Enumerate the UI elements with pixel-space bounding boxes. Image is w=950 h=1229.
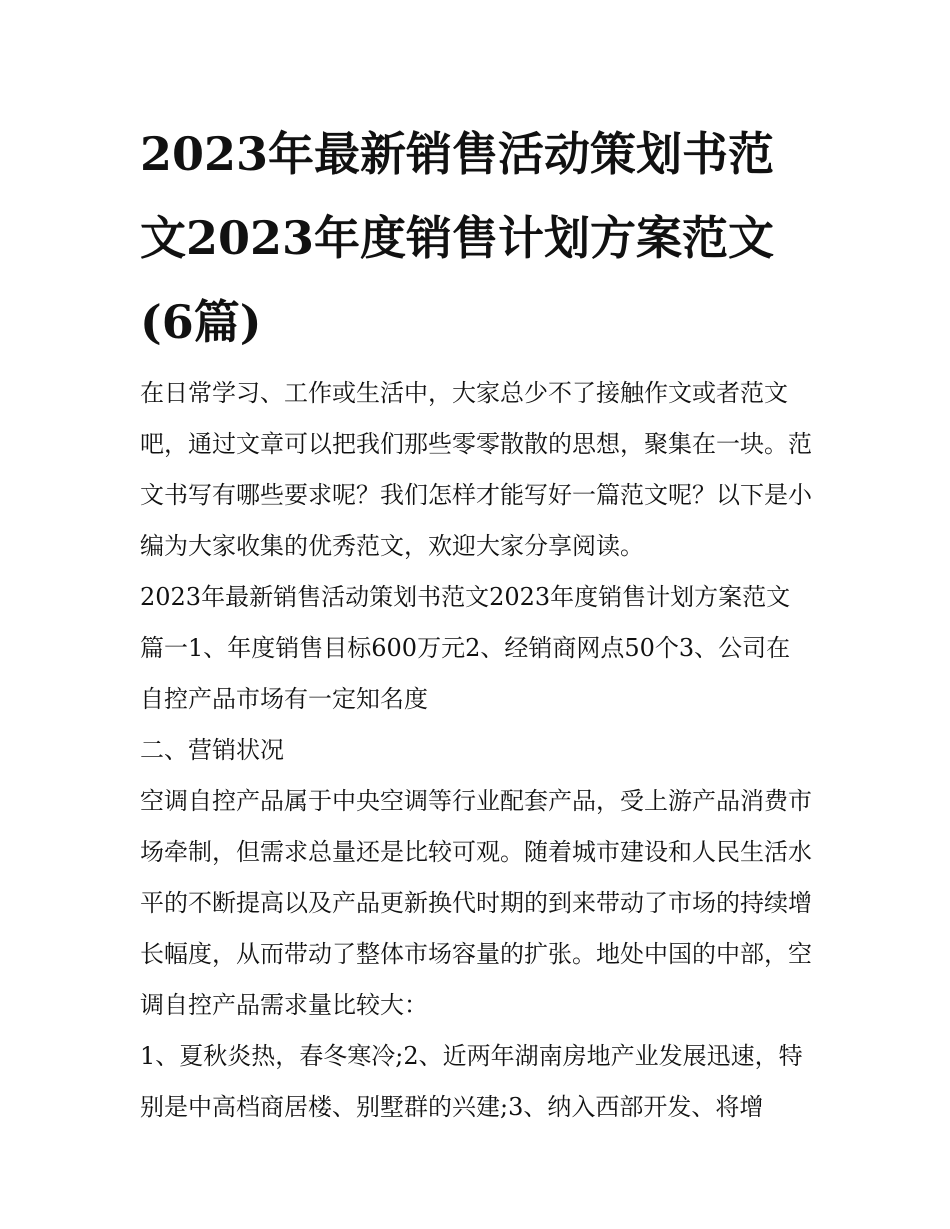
intro-paragraph: 在日常学习、工作或生活中，大家总少不了接触作文或者范文吧，通过文章可以把我们那些零零散散的思想，聚集在一块。范文书写有哪些要求呢？我们怎样才能写好一篇范文呢？以下是小编为大家收集的优秀范文，欢迎大家分享阅读。: [140, 379, 812, 560]
sales-target-paragraph: 2023年最新销售活动策划书范文2023年度销售计划方案范文篇一1、年度销售目标600万元2、经销商网点50个3、公司在自控产品市场有一定知名度: [140, 583, 791, 713]
section-heading-marketing-status: 二、营销状况: [140, 736, 284, 764]
document-title: 2023年最新销售活动策划书范文2023年度销售计划方案范文(6篇): [140, 127, 775, 349]
document-body: [140, 112, 812, 1133]
market-factors-paragraph: 1、夏秋炎热，春冬寒冷;2、近两年湖南房地产业发展迅速，特别是中高档商居楼、别墅群的兴建;3、纳入西部开发、将增: [140, 1042, 803, 1121]
market-analysis-paragraph: 空调自控产品属于中央空调等行业配套产品，受上游产品消费市场牵制，但需求总量还是比较可观。随着城市建设和人民生活水平的不断提高以及产品更新换代时期的到来带动了市场的持续增长幅度，从而带动了整体市场容量的扩张。地处中国的中部，空调自控产品需求量比较大：: [140, 787, 812, 1019]
